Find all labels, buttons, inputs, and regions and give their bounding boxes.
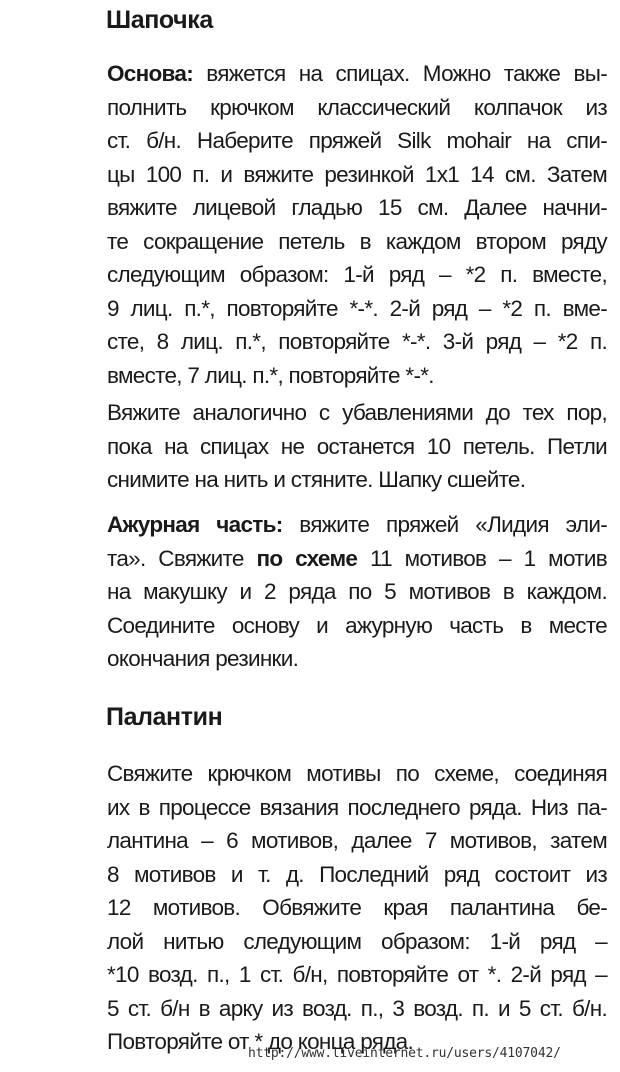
text-line: пока на спицах не останется 10 петель. Петли	[107, 433, 607, 459]
source-watermark: http://www.liveinternet.ru/users/4107042/	[248, 1046, 561, 1061]
text-line: Ажурная часть: вяжите пряжей «Лидия эли-	[107, 512, 607, 537]
stole-paragraph	[107, 757, 607, 1059]
text-line: вяжите лицевой гладью 15 см. Далее начни-	[107, 195, 607, 220]
text-line: цы 100 п. и вяжите резинкой 1х1 14 см. Затем	[107, 161, 607, 187]
text-line: 12 мотивов. Обвяжите края палантина бе-	[107, 895, 607, 920]
text-line: Свяжите крючком мотивы по схеме, соединяя	[107, 761, 607, 786]
text-line: 8 мотивов и т. д. Последний ряд состоит из	[107, 861, 607, 887]
text-line: *10 возд. п., 1 ст. б/н, повторяйте от *. 2-й ряд –	[107, 962, 607, 987]
base-label: Основа:	[107, 61, 193, 86]
text-line: лантина – 6 мотивов, далее 7 мотивов, затем	[107, 828, 607, 853]
text-line: та». Свяжите по схеме 11 мотивов – 1 мотив	[107, 545, 607, 571]
text-line: Основа: вяжется на спицах. Можно также вы-	[107, 61, 607, 86]
lace-label: Ажурная часть:	[107, 512, 283, 537]
text-line: сте, 8 лиц. п.*, повторяйте *-*. 3-й ряд – *2 п.	[107, 329, 607, 354]
text-line: Повторяйте от * до конца ряда.	[107, 1029, 414, 1054]
text-line: те сокращение петель в каждом втором ряду	[107, 228, 607, 254]
text-line: ст. б/н. Наберите пряжей Silk mohair на спи-	[107, 128, 607, 153]
text-line: Вяжите аналогично с убавлениями до тех пор,	[107, 400, 607, 425]
cap-heading: Шапочка	[106, 6, 213, 34]
stole-heading: Палантин	[106, 703, 223, 731]
text-line: окончания резинки.	[107, 646, 299, 671]
cap-decrease-paragraph	[107, 396, 607, 497]
scheme-emphasis: по схеме	[256, 545, 358, 571]
text-line: Соедините основу и ажурную часть в месте	[107, 612, 607, 638]
text-line: 5 ст. б/н в арку из возд. п., 3 возд. п. и 5 ст. б/н.	[107, 995, 607, 1021]
cap-base-paragraph	[107, 57, 607, 392]
text-line: 9 лиц. п.*, повторяйте *-*. 2-й ряд – *2 п. вме-	[107, 295, 607, 321]
text-line: вместе, 7 лиц. п.*, повторяйте *-*.	[107, 362, 434, 388]
text-line: лой нитью следующим образом: 1-й ряд –	[107, 928, 607, 954]
text-line: на макушку и 2 ряда по 5 мотивов в каждом.	[107, 579, 607, 604]
cap-lace-paragraph	[107, 508, 607, 676]
text-line: полнить крючком классический колпачок из	[107, 94, 607, 120]
text-line: снимите на нить и стяните. Шапку сшейте.	[107, 467, 526, 492]
text-line: их в процессе вязания последнего ряда. Низ па-	[107, 794, 607, 820]
text-line: следующим образом: 1-й ряд – *2 п. вместе,	[107, 262, 607, 287]
